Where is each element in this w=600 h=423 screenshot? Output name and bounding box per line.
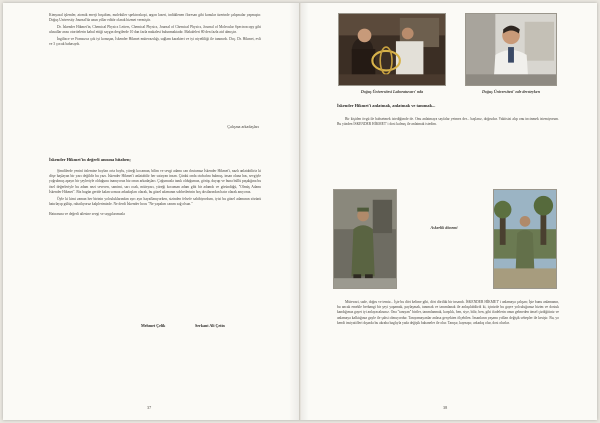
office-photo-caption: Doğuş Üniversitesi' nde dersteyken [482,89,540,94]
right-paragraph-1: Bir kişiden övgü ile bahsetmek istediğimde de. Onu anlatmaya sayfalar yetmez der... başlarız, doğrudur. Vakitsizi alıp onu incinmek istemiyorum. Bu yüzden İSKENDER HİKMET' i dost kalmış ile anlatmak istedim. [337,117,559,127]
left-section-heading: İskender Hikmet'in değerli anısına hitaben; [49,157,131,162]
left-page [3,3,300,420]
right-section-top [337,103,559,127]
lab-photo [338,13,446,86]
left-intro-paragraph-3: İngilizce ve Fransızca çok iyi konuşan, İskender Hikmet mütevazılığı, sağlam karakteri ve iyi niyetliliği ile tanınırdı. Doç. Dr. Hikmet, evli ve 3 çocuk babasıydı. [49,36,261,47]
left-body-paragraph-1: Şimdilerde yeniní özlemine boyları orta boylu, yüreği kocaman, bilim ve sevgi adamı can dostumuz İskender Hikmet'i, nazlı anlatabiliriz ki döşe başlayan bir yazı değildir bu yazı. İskender Hikmet'i anlatabilir her satıryan insan. Çünkü onda otobafını bulmuş, insan olana has, sevgiyle yoğrulmuş apayrı bir şeyleriyle olduğunu inanıyoruz biz onun arkadaşları. Çoğumuzla tanık olduğumuz, görüp, duyup ve buna büllü paşakğına bu özel değerleriyle bu adam nezi sevecen, samimi, sarı ocak, müteyazı, yüreği kocaman adam gibi bir adamdı ve göründüğü, "Olmüş Adamı İskender Hikmet". Biz bugün geride kalan sonsuz arkadaşları olarak, bu güzel adamının sohbetlerinin hoş dostlarından hatır olarak anıyoruz. [49,169,261,194]
military-caption: Askerlik dönemi [430,225,458,230]
right-paragraph-2: Mütevazi, sade, doğru ve temiz... İşte bu dört kelime gibi, dört dörtlük bir insandı. İSKENDER HİKMET' i anlamaya çalışan; İşte bunu anlamanın, bu ancak emekle berbangi bir şeyi yapamak, paylaşmak, tanımak ve tanımlanak ile anlaşılabilirdi ki, içinizde bu gayre yolculuğunuz bizim ve dostuk kandığımız gayet iyi anlayacaksınız. Ona "tanıyan" biriler, tanımlanmak, karşılık, ben, siye, bilir, ben, gibi ifadelerin onun gelmeden ünsel çizdiğitiniz ve anlamaya kalktığınız gayle ile şahsi olmuyordur. Tanıyamayanlar anlasa gerçekten ölçebilen. İnsanların yaşamı yolları değişik sebepler ile kesişir. Bu, yo kendi insiyatifleri dışında bu akraba baglıyla yada değişik bahaneler ile olur. Tanışır, kaynaşır, arkadaş olur, dost olurlar. [337,300,559,325]
left-body-paragraph-2: Öyle ki kimi zaman her birinin yolculuklarından ayrı ayrı hayaflanıyorken, sizinden felsefe sahibiyordum, iyisi bu güzel adamının sözünü hatırlayıp gülüp, rahatlıyoruz kalplerimizde. Ne derdi İskender hocu "Ne yapalım canım sağ olsun." [49,196,261,206]
lab-photo-caption: Doğuş Üniversitesi Laboratuvarı' nda [360,89,424,94]
left-intro [49,13,261,47]
signature-1: Mehmet Çelik [141,323,166,328]
signature-2: Serkant Ali Çetin [195,323,225,328]
military-photo-right-image [494,190,556,288]
page-number-right: 38 [443,405,448,410]
left-body-closing: Hatırasına ve değerli ailesine sevgi ve saygılarımızla [49,211,125,216]
page-number-left: 37 [147,405,152,410]
lab-photo-image [339,14,445,85]
right-section-heading: İskender Hikmet'i anlatmak, anlatmak ve tanımak... [337,103,436,108]
office-photo-image [466,14,556,85]
military-photo-left-image [334,190,396,288]
signoff-colleagues: Çalışma arkadaşları [227,124,259,129]
right-page [300,3,597,420]
left-intro-paragraph-1: Kimyasal işlemler, atomik enerji boşaltım, moleküler spektroskopi, argon lazeri, indüklenen floresan gibi konular üzerinde çalışmalar yapmıştır. Doğuş University Journal'da uzun yıllar editör olarak hizmet vermiştir. [49,13,261,23]
right-section-bottom [337,300,559,326]
military-photo-left [333,189,397,289]
left-intro-paragraph-2: Dr. İskender Hikmet'in, Chemical Physics Letters, Chemical Physics, Journal of Chemical Physics, Journal of Molecular Spectroscopy gibi ulusallar arası otoritelerin kabul ettiği saygın dergilerde 10 dan fazla makalesi bulunmaktadır. Makaleleri 80 den fazla atıf almıştır. [49,24,261,35]
office-photo [465,13,557,86]
left-section [49,157,261,217]
book-spread [3,3,597,420]
military-photo-right [493,189,557,289]
